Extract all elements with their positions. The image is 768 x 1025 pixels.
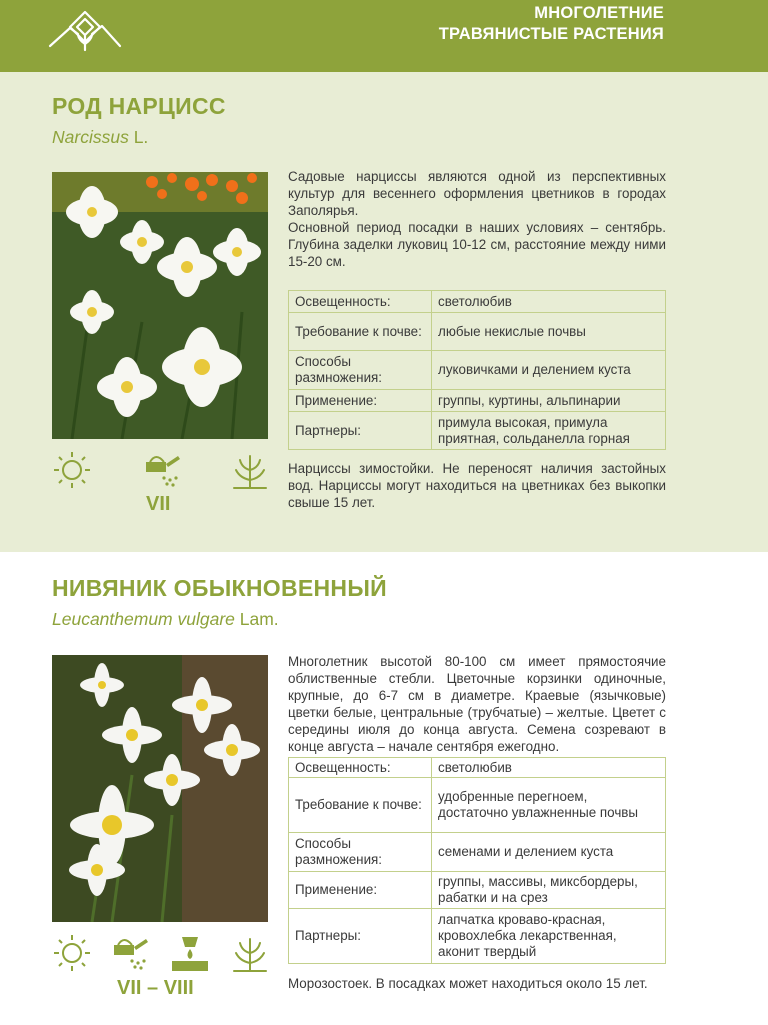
property-value: удобренные перегноем, достаточно увлажненные почвы [432,778,666,833]
mountain-logo-icon [48,6,122,52]
property-key: Способы размножения: [289,351,432,390]
table-row [289,758,666,778]
property-value: любые некислые почвы [432,313,666,351]
leucanthemum-title: НИВЯНИК ОБЫКНОВЕННЫЙ [52,575,387,601]
watering-can-icon [110,931,150,971]
soil-moisture-icon [170,933,210,973]
leucanthemum-outro: Морозостоек. В посадках может находиться около 15 лет. [288,976,648,991]
table-row [289,778,666,833]
table-row [289,833,666,872]
property-key: Применение: [289,390,432,412]
header-title-line2: ТРАВЯНИСТЫЕ РАСТЕНИЯ [438,25,664,43]
sun-icon [52,450,92,490]
property-value: светолюбив [432,291,666,313]
property-key: Требование к почве: [289,778,432,833]
property-key: Освещенность: [289,291,432,313]
property-value: светолюбив [432,758,666,778]
property-key: Способы размножения: [289,833,432,872]
narcissus-intro [288,168,666,270]
property-value: луковичками и делением куста [432,351,666,390]
narcissus-photo [52,172,268,439]
narcissus-intro-p1: Садовые нарциссы являются одной из перспективных культур для весеннего оформления цветников в городах Заполярья. [288,169,666,218]
leucanthemum-latin-genus: Leucanthemum vulgare [52,609,235,629]
watering-can-icon [142,448,182,488]
table-row [289,313,666,351]
leucanthemum-latin-author: Lam. [234,609,279,629]
leucanthemum-flowering-month: VII – VIII [117,977,194,999]
header-title-line1: МНОГОЛЕТНИЕ [534,4,664,22]
property-key: Требование к почве: [289,313,432,351]
leucanthemum-properties-table [288,757,666,964]
narcissus-latin-genus: Narcissus [52,127,129,147]
table-row [289,291,666,313]
narcissus-title: РОД НАРЦИСС [52,93,226,119]
table-row [289,909,666,964]
property-key: Освещенность: [289,758,432,778]
narcissus-flowering-month: VII [146,493,171,515]
narcissus-latin-name [52,127,148,148]
table-row [289,412,666,450]
table-row [289,872,666,909]
plant-icon [230,933,270,973]
property-value: группы, куртины, альпинарии [432,390,666,412]
property-value: примула высокая, примула приятная, сольданелла горная [432,412,666,450]
plant-icon [230,450,270,490]
sun-icon [52,933,92,973]
property-value: семенами и делением куста [432,833,666,872]
leucanthemum-photo [52,655,268,922]
narcissus-properties-table [288,290,666,450]
page-header [0,0,768,72]
narcissus-intro-p2: Основной период посадки в наших условиях – сентябрь. Глубина заделки луковиц 10-12 см, расстояние между ними 15-20 см. [288,220,666,269]
property-key: Применение: [289,872,432,909]
leucanthemum-latin-name [52,609,279,630]
property-key: Партнеры: [289,909,432,964]
property-value: группы, массивы, миксбордеры, рабатки и на срез [432,872,666,909]
property-value: лапчатка кроваво-красная, кровохлебка лекарственная, аконит твердый [432,909,666,964]
table-row [289,351,666,390]
property-key: Партнеры: [289,412,432,450]
narcissus-latin-author: L. [128,127,149,147]
table-row [289,390,666,412]
narcissus-outro: Нарциссы зимостойки. Не переносят наличия застойных вод. Нарциссы могут находиться на цветниках без выкопки свыше 15 лет. [288,461,666,510]
header-title [439,3,664,45]
leucanthemum-intro: Многолетник высотой 80-100 см имеет прямостоячие облиственные стебли. Цветочные корзинки одиночные, крупные, до 6-7 см в диаметре. Краевые (язычковые) цветки белые, центральные (трубчатые) – желтые. Цветет с середины июля до конца августа. Семена созревают в конце августа – начале сентября ежегодно. [288,654,666,754]
